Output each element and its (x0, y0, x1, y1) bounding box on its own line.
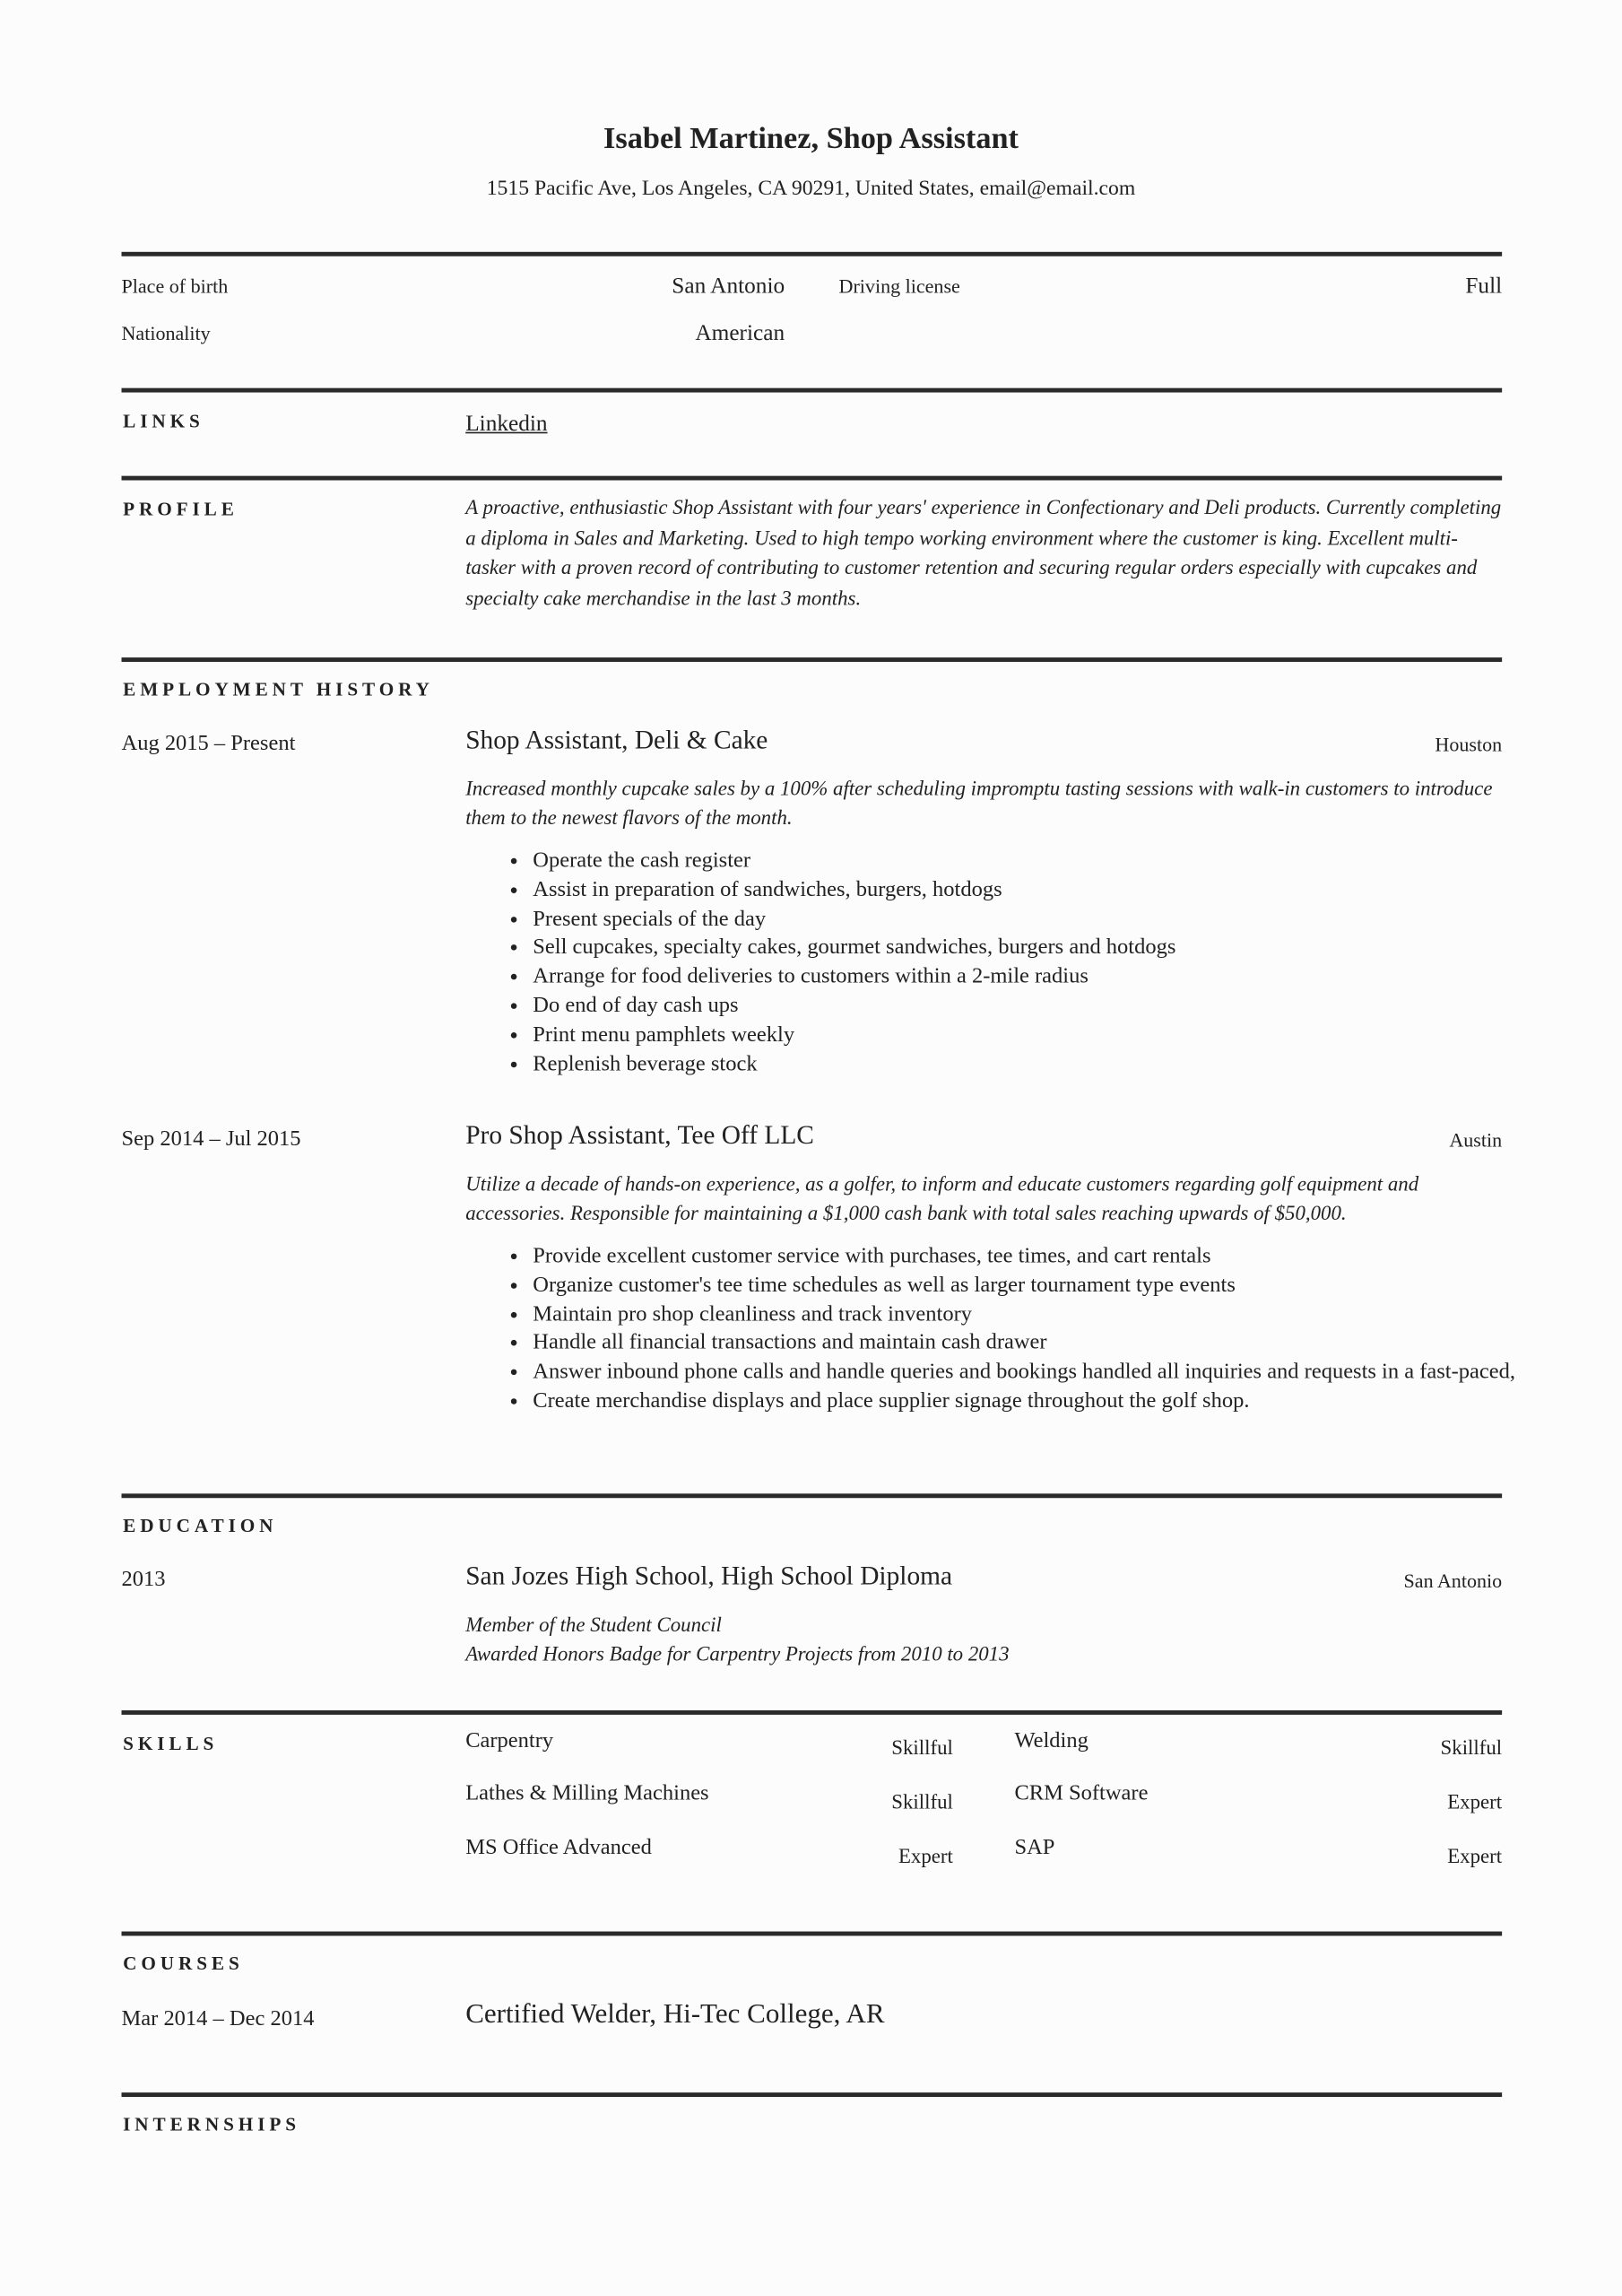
job-location: Austin (1449, 1128, 1503, 1152)
job-summary: Utilize a decade of hands-on experience, as a golfer, to inform and educate customers regarding golf equipment and accessories. Responsible for maintaining a $1,000 cash bank with total sales reaching upwards of $50,000. (465, 1174, 1419, 1225)
divider (122, 1932, 1503, 1936)
divider (122, 252, 1503, 257)
employment-heading: EMPLOYMENT HISTORY (123, 677, 434, 700)
courses-heading: COURSES (123, 1952, 244, 1974)
skill-level: Expert (898, 1846, 953, 1869)
skill-name: Welding (1014, 1729, 1089, 1753)
course-name: Certified Welder, Hi-Tec College, AR (465, 1998, 885, 2030)
resume-title: Isabel Martinez, Shop Assistant (603, 119, 1019, 156)
job-dates: Sep 2014 – Jul 2015 (121, 1127, 301, 1152)
contact-line: 1515 Pacific Ave, Los Angeles, CA 90291, United States, email@email.com (486, 177, 1136, 201)
skill-name: MS Office Advanced (465, 1836, 652, 1860)
skill-level: Skillful (891, 1792, 953, 1814)
bullet-item: • Replenish beverage stock (533, 1051, 1565, 1080)
nationality-value: American (695, 320, 785, 346)
bullet-item: • Present specials of the day (533, 906, 1565, 935)
skill-level: Expert (1447, 1846, 1503, 1869)
profile-heading: PROFILE (123, 498, 239, 520)
education-title: San Jozes High School, High School Diploma (465, 1561, 953, 1591)
bullet-item: • Maintain pro shop cleanliness and track inventory (533, 1301, 1528, 1330)
divider (122, 657, 1503, 662)
bullet-item: • Print menu pamphlets weekly (533, 1022, 1565, 1050)
internships-heading: INTERNSHIPS (123, 2112, 300, 2135)
bullet-item: • Provide excellent customer service with purchases, tee times, and cart rentals (533, 1243, 1528, 1272)
skills-heading: SKILLS (123, 1732, 219, 1754)
bullet-item: • Handle all financial transactions and maintain cash drawer (533, 1330, 1528, 1359)
skill-level: Expert (1447, 1792, 1503, 1814)
divider (122, 1710, 1503, 1715)
education-line: Awarded Honors Badge for Carpentry Projects from 2010 to 2013 (465, 1644, 1010, 1667)
bullet-item: • Answer inbound phone calls and handle queries and bookings handled all inquiries and requests in a fast-paced, (533, 1359, 1528, 1387)
job-bullets (465, 848, 1565, 1080)
education-line: Member of the Student Council (465, 1614, 722, 1638)
skill-name: Carpentry (465, 1729, 554, 1753)
job-title: Shop Assistant, Deli & Cake (465, 725, 768, 754)
divider (122, 388, 1503, 393)
education-heading: EDUCATION (123, 1514, 278, 1536)
links-heading: LINKS (123, 410, 204, 432)
bullet-item: • Organize customer's tee time schedules as well as larger tournament type events (533, 1272, 1528, 1300)
job-title: Pro Shop Assistant, Tee Off LLC (465, 1120, 814, 1150)
education-location: San Antonio (1403, 1570, 1503, 1592)
nationality-label: Nationality (121, 322, 211, 344)
driving-license-label: Driving license (838, 274, 960, 298)
bullet-item: • Create merchandise displays and place supplier signage throughout the golf shop. (533, 1388, 1528, 1417)
job-summary: Increased monthly cupcake sales by a 100% after scheduling impromptu tasting sessions with walk-in customers to introduce them to the newest flavors of the month. (465, 778, 1493, 830)
bullet-item: • Assist in preparation of sandwiches, burgers, hotdogs (533, 877, 1565, 906)
skill-name: SAP (1014, 1836, 1055, 1860)
divider (122, 476, 1503, 481)
job-location: Houston (1435, 733, 1503, 756)
place-of-birth-label: Place of birth (121, 274, 229, 298)
skill-level: Skillful (1440, 1738, 1503, 1761)
skill-name: CRM Software (1014, 1781, 1149, 1806)
skill-name: Lathes & Milling Machines (465, 1781, 709, 1806)
divider (122, 1493, 1503, 1498)
bullet-item: • Operate the cash register (533, 848, 1565, 876)
bullet-item: • Sell cupcakes, specialty cakes, gourmet sandwiches, burgers and hotdogs (533, 935, 1565, 963)
bullet-item: • Arrange for food deliveries to customers within a 2-mile radius (533, 964, 1565, 993)
course-dates: Mar 2014 – Dec 2014 (121, 2007, 315, 2031)
skill-level: Skillful (891, 1738, 953, 1761)
job-bullets (465, 1243, 1528, 1417)
divider (122, 2092, 1503, 2097)
bullet-item: • Do end of day cash ups (533, 993, 1565, 1022)
profile-text: A proactive, enthusiastic Shop Assistant with four years' experience in Confectionary and Deli products. Currently completing a diploma in Sales and Marketing. Used to high tempo working environment where the customer is king. Excellent multi-tasker with a proven record of contributing to customer retention and securing regular orders especially with cupcakes and specialty cake merchandise in the last 3 months. (465, 498, 1502, 611)
education-dates: 2013 (121, 1568, 166, 1592)
job-dates: Aug 2015 – Present (121, 732, 296, 756)
place-of-birth-value: San Antonio (672, 274, 785, 300)
driving-license-value: Full (1465, 274, 1503, 300)
linkedin-link[interactable]: Linkedin (465, 411, 548, 437)
